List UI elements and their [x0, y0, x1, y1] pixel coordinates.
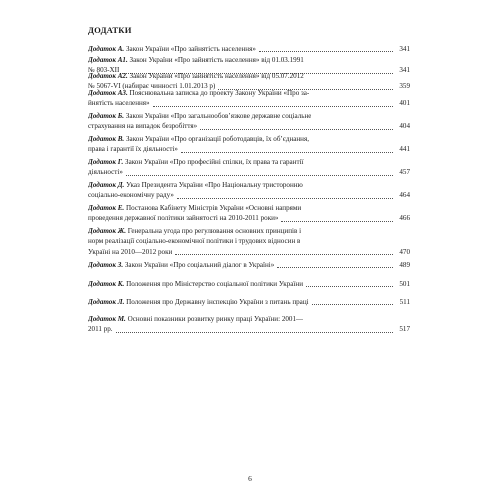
toc-page-number: 341 — [399, 66, 410, 75]
toc-entry-line — [88, 279, 410, 289]
toc-heading: ДОДАТКИ — [88, 25, 132, 35]
toc-entry-title: йнятість населення» — [88, 99, 150, 108]
toc-entry-title: соціально-економічну раду» — [88, 191, 174, 200]
toc-entry-label: Додаток З. — [88, 260, 124, 269]
toc-dot-leader — [153, 106, 393, 107]
toc-entry-title: проведення державної політики зайнятості на 2010-2011 роки» — [88, 214, 279, 223]
toc-dot-leader — [259, 51, 393, 52]
toc-entry-title: Основні показники розвитку ринку праці України: 2001— — [127, 314, 304, 323]
toc-entry-label: Додаток А3. — [88, 88, 128, 97]
toc-page-number: 401 — [399, 99, 410, 108]
toc-page-number: 470 — [399, 247, 410, 256]
toc-entry-title: діяльності» — [88, 168, 123, 177]
toc-entry-title: Положення про Міністерство соціальної політики України — [126, 279, 303, 288]
toc-dot-leader — [312, 304, 393, 305]
toc-entry-line — [88, 226, 410, 236]
toc-page-number: 517 — [399, 325, 410, 334]
toc-page-number: 359 — [399, 82, 410, 91]
toc-entry-text — [88, 324, 113, 334]
toc-entry-label: Додаток Д. — [88, 180, 125, 189]
toc-entry-title: Закон України «Про загальнообов’язкове державне соціальне — [125, 111, 312, 120]
toc-entry-line — [88, 213, 410, 223]
toc-page-number: 489 — [399, 260, 410, 269]
toc-dot-leader — [306, 286, 393, 287]
toc-entry-line — [88, 314, 410, 324]
toc-entry-text — [88, 314, 303, 324]
toc-entry-line — [88, 55, 410, 65]
toc-entry-text — [88, 98, 150, 108]
toc-entry-title: Закон України «Про професійні спілки, їх права та гарантії — [125, 157, 304, 166]
toc-entry-text — [88, 167, 123, 177]
toc-entry-title: Закон України «Про соціальний діалог в Україні» — [124, 260, 275, 269]
toc-entry[interactable] — [88, 279, 410, 289]
toc-entry-text — [88, 157, 304, 167]
toc-entry-title: Генеральна угода про регулювання основних принципів і — [127, 226, 302, 235]
toc-entry-line — [88, 236, 410, 246]
toc-entry[interactable] — [88, 260, 410, 270]
toc-dot-leader — [277, 267, 393, 268]
toc-page-number: 464 — [399, 191, 410, 200]
toc-entry-title: Указ Президента України «Про Національну тристоронню — [126, 180, 303, 189]
toc-entry-title: норм реалізації соціально-економічної політики і трудових відносин в — [88, 237, 301, 246]
toc-entry-label: Додаток А. — [88, 44, 125, 53]
toc-page-number: 457 — [399, 168, 410, 177]
toc-entry-line — [88, 71, 410, 81]
toc-entry-text — [88, 190, 174, 200]
toc-dot-leader — [175, 254, 393, 255]
toc-entry-line — [88, 180, 410, 190]
toc-entry-line — [88, 44, 410, 54]
toc-entry-text — [88, 144, 178, 154]
toc-entry-text — [88, 44, 256, 54]
toc-entry-label: Додаток Е. — [88, 203, 125, 212]
toc-entry[interactable] — [88, 88, 410, 109]
toc-entry-label: Додаток В. — [88, 134, 125, 143]
toc-entry-text — [88, 203, 301, 213]
toc-entry-label: Додаток К. — [88, 279, 125, 288]
toc-entry-line — [88, 297, 410, 307]
toc-entry[interactable] — [88, 226, 410, 257]
toc-entry-label: Додаток М. — [88, 314, 126, 323]
toc-entry-line — [88, 111, 410, 121]
toc-page-number: 466 — [399, 214, 410, 223]
toc-entry-text — [88, 226, 301, 236]
toc-entry-title: права і гарантії їх діяльності» — [88, 145, 178, 154]
toc-entry-line — [88, 121, 410, 131]
toc-page-number: 341 — [399, 44, 410, 53]
toc-entry-title: № 5067-VI (набирає чинності 1.01.2013 р) — [88, 82, 216, 91]
toc-entry-text — [88, 213, 278, 223]
toc-entry-text — [88, 247, 172, 257]
toc-entry-line — [88, 247, 410, 257]
toc-dot-leader — [116, 332, 393, 333]
toc-entry-title: Україні на 2010—2012 роки — [88, 247, 173, 256]
toc-entry-text — [88, 88, 309, 98]
toc-entry-label: Додаток А1. — [88, 55, 128, 64]
toc-entry-label: Додаток Л. — [88, 297, 125, 306]
toc-entry-text — [88, 236, 300, 246]
toc-entry-title: страхування на випадок безробіття» — [88, 122, 198, 131]
toc-dot-leader — [200, 129, 393, 130]
toc-entry-title: Пояснювальна записка до проекту Закону України «Про за- — [129, 88, 310, 97]
toc-entry-title: Закон України «Про зайнятість населення» від 05.07.2012 — [129, 71, 304, 80]
toc-entry-label: Додаток Ж. — [88, 226, 126, 235]
toc-page-number: 404 — [399, 122, 410, 131]
toc-dot-leader — [181, 152, 393, 153]
toc-entry[interactable] — [88, 44, 410, 54]
toc-entry-text — [88, 279, 303, 289]
toc-entry-label: Додаток Г. — [88, 157, 124, 166]
toc-entry[interactable] — [88, 180, 410, 201]
toc-entry-line — [88, 88, 410, 98]
toc-entry-label: Додаток А2. — [88, 71, 128, 80]
toc-entry-line — [88, 324, 410, 334]
toc-entry[interactable] — [88, 203, 410, 224]
toc-entry-title: 2011 pp. — [88, 325, 113, 334]
toc-entry-line — [88, 134, 410, 144]
toc-entry-line — [88, 260, 410, 270]
toc-entry-title: Закон України «Про зайнятість населення» від 01.03.1991 — [129, 55, 304, 64]
toc-entry-label: Додаток Б. — [88, 111, 124, 120]
toc-entry-line — [88, 157, 410, 167]
toc-entry-line — [88, 203, 410, 213]
toc-entry-line — [88, 144, 410, 154]
toc-entry-title: Закон України «Про організації роботодавців, їх об’єднання, — [126, 134, 310, 143]
toc-page-number: 501 — [399, 279, 410, 288]
toc-entry[interactable] — [88, 111, 410, 132]
toc-entry-text — [88, 260, 274, 270]
toc-entry-text — [88, 121, 197, 131]
toc-entry-line — [88, 98, 410, 108]
toc-dot-leader — [126, 175, 393, 176]
toc-page-number: 511 — [399, 297, 410, 306]
toc-entry-title: № 803-ХІІ — [88, 66, 120, 75]
toc-entry-text — [88, 111, 311, 121]
toc-dot-leader — [177, 198, 393, 199]
toc-entry-title: Закон України «Про зайнятість населення» — [126, 44, 256, 53]
toc-entry-text — [88, 55, 304, 65]
toc-entry[interactable] — [88, 134, 410, 155]
toc-dot-leader — [281, 221, 393, 222]
toc-entry-line — [88, 190, 410, 200]
toc-entry-text — [88, 180, 303, 190]
toc-page-number: 441 — [399, 145, 410, 154]
toc-entry-text — [88, 297, 309, 307]
toc-entry[interactable] — [88, 297, 410, 307]
toc-entry-text — [88, 134, 309, 144]
toc-entry-title: Постанова Кабінету Міністрів України «Основні напрями — [126, 203, 302, 212]
toc-entry[interactable] — [88, 157, 410, 178]
page-number: 6 — [248, 474, 252, 483]
toc-entry-text — [88, 71, 304, 81]
toc-entry-title: Положення про Державну інспекцію України з питань праці — [126, 297, 309, 306]
toc-entry[interactable] — [88, 314, 410, 335]
toc-entry-line — [88, 167, 410, 177]
